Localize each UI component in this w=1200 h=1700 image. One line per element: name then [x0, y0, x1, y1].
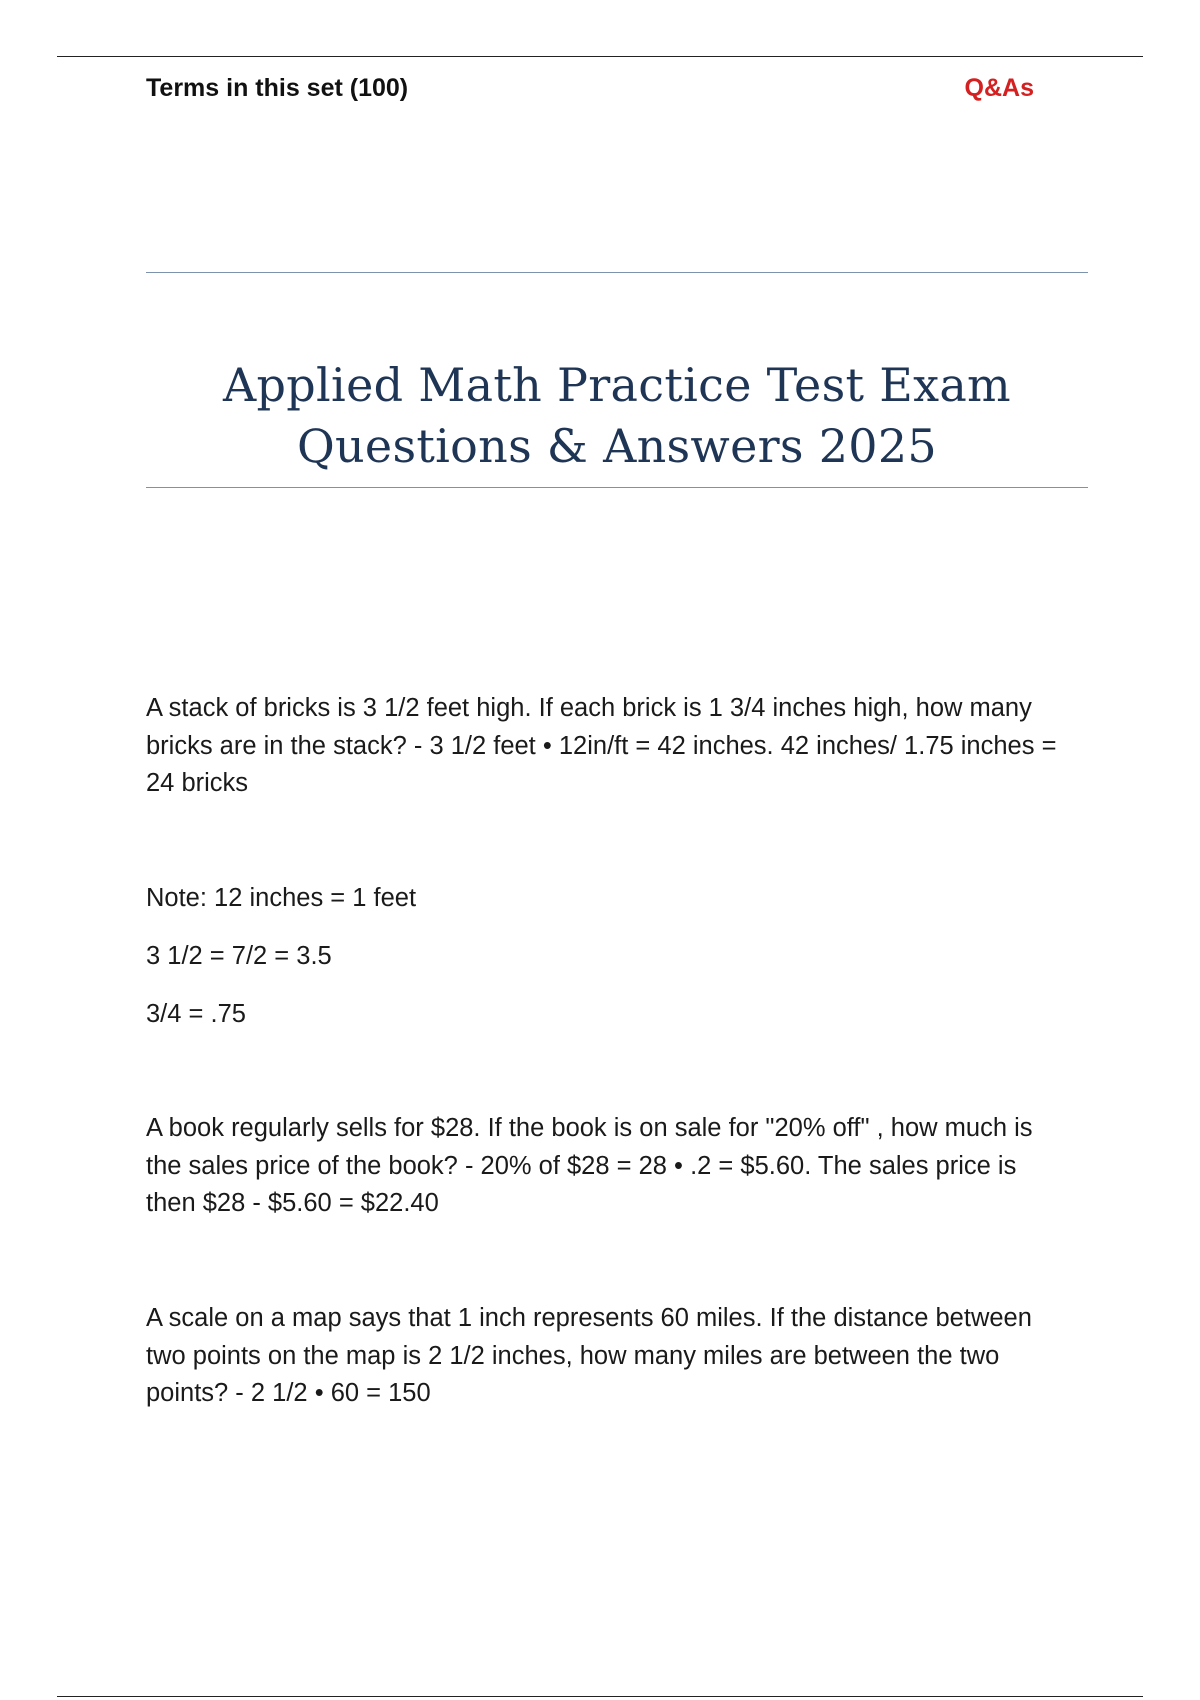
question-answer-bricks: A stack of bricks is 3 1/2 feet high. If each brick is 1 3/4 inches high, how many bricks are in the stack? - 3 1/2 feet • 12in/ft = 42 inches. 42 inches/ 1.75 inches = 24 bricks: [146, 694, 1057, 797]
terms-count-label: Terms in this set (100): [146, 74, 409, 102]
note-line-2: 3 1/2 = 7/2 = 3.5: [146, 942, 332, 970]
note-line-1: Note: 12 inches = 1 feet: [146, 884, 417, 912]
qas-badge: Q&As: [964, 74, 1034, 102]
bottom-rule: [57, 1696, 1143, 1697]
question-answer-map-scale: A scale on a map says that 1 inch represents 60 miles. If the distance between two points on the map is 2 1/2 inches, how many miles are between the two points? - 2 1/2 • 60 = 150: [146, 1304, 1032, 1407]
note-line-3: 3/4 = .75: [146, 1000, 246, 1028]
title-top-rule: [146, 272, 1088, 273]
top-rule: [57, 56, 1143, 57]
question-answer-book-sale: A book regularly sells for $28. If the book is on sale for "20% off" , how much is the sales price of the book? - 20% of $28 = 28 • .2 = $5.60. The sales price is then $28 - $5.60 = $22.40: [146, 1114, 1033, 1217]
title-line-1: Applied Math Practice Test Exam: [223, 358, 1011, 412]
title-line-2: Questions & Answers 2025: [296, 419, 937, 473]
title-bottom-rule: [146, 487, 1088, 488]
document-title: [146, 355, 1088, 477]
